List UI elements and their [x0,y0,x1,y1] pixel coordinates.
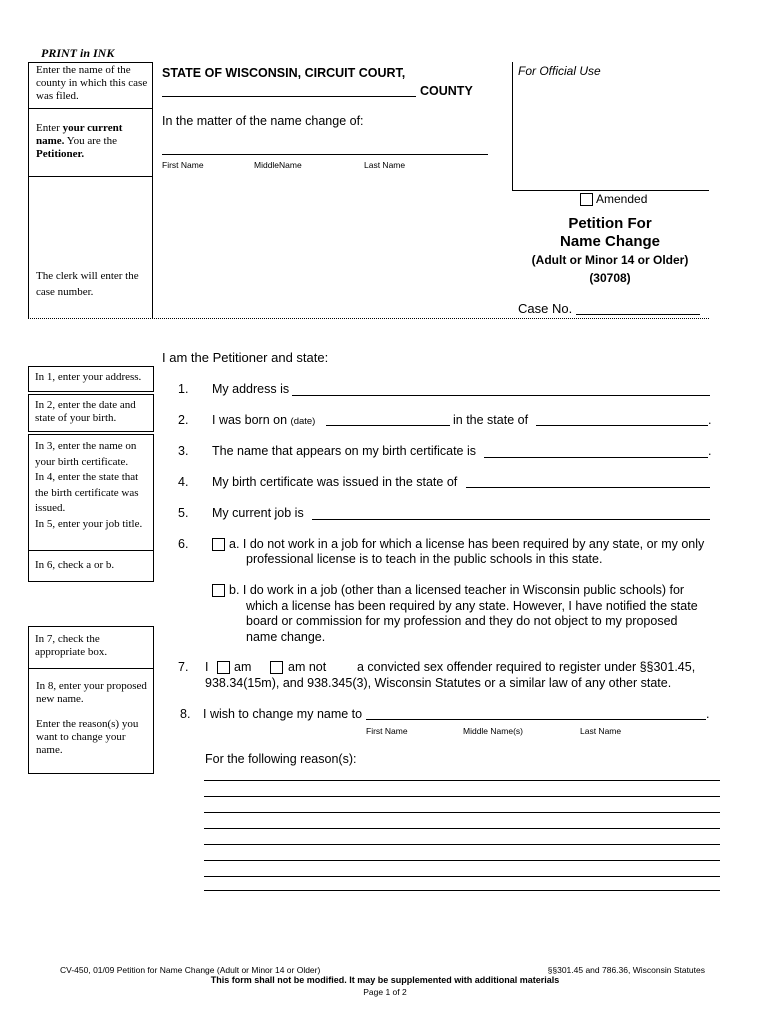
option-6b-line1: b. I do work in a job (other than a licensed teacher in Wisconsin public schools) for [229,583,685,597]
item-3-period: . [708,444,712,458]
footer-statutes: §§301.45 and 786.36, Wisconsin Statutes [547,965,705,975]
county-label: COUNTY [420,84,473,98]
reason-line-7[interactable] [204,876,720,877]
option-6b-line3: board or commission for my profession and they do not object to my proposed [246,614,678,628]
am-checkbox[interactable] [217,661,230,674]
option-6a-checkbox[interactable] [212,538,225,551]
item-5-label: My current job is [212,506,304,520]
form-title-line2: Name Change [559,233,661,250]
header-left-border [28,62,29,318]
option-6b-checkbox[interactable] [212,584,225,597]
am-not-checkbox[interactable] [270,661,283,674]
option-6a-line2: professional license is to teach in the public schools in this state. [246,552,603,566]
footer-notice: This form shall not be modified. It may be supplemented with additional materials [210,975,560,985]
birth-date-input[interactable] [326,425,450,426]
form-subtitle: (Adult or Minor 14 or Older) [531,253,689,267]
county-input[interactable] [162,96,416,97]
official-use-left-border [512,62,513,190]
item-3-number: 3. [178,444,189,458]
instruction-6: In 6, check a or b. [35,559,115,571]
item-2-label: I was born on (date) [212,413,316,427]
instruction-7: In 7, check the appropriate box. [35,633,108,658]
instruction-2: In 2, enter the date and state of your birth. [35,399,136,424]
form-code: (30708) [589,271,631,285]
footer-page-number: Page 1 of 2 [363,987,407,997]
item-2-period: . [708,413,712,427]
official-use-bottom-border [512,190,709,191]
address-input[interactable] [292,395,710,396]
job-title-input[interactable] [312,519,710,520]
am-label: am [234,660,252,674]
middle-name-caption: MiddleName [254,160,302,170]
item-1-label: My address is [212,382,290,396]
instruction-reasons: Enter the reason(s) you want to change your name. [36,718,139,756]
option-6b-line4: name change. [246,630,326,644]
birth-state-input[interactable] [536,425,708,426]
reason-line-2[interactable] [204,796,720,797]
item-7-line2: 938.34(15m), and 938.345(3), Wisconsin Statutes or a similar law of any other state. [205,676,672,690]
official-use-label: For Official Use [518,64,601,78]
instruction-8: In 8, enter your proposed new name. [36,680,147,705]
instruction-1: In 1, enter your address. [35,371,142,383]
first-name-caption: First Name [162,160,204,170]
item-8-label: I wish to change my name to [203,707,363,721]
instruction-3: In 3, enter the name on your birth certificate. In 4, enter the state that the birth certificate was issued. In 5, enter your job title. [35,440,143,530]
item-2-state-label: in the state of [453,413,529,427]
new-first-name-caption: First Name [366,726,408,736]
reason-line-1[interactable] [204,780,720,781]
header-divider [152,62,153,318]
current-name-instruction: Enter your current name. You are the Petitioner. [36,122,123,160]
instruction-box-3 [28,434,154,552]
matter-label: In the matter of the name change of: [162,114,364,128]
item-8-period: . [706,707,710,721]
item-6-number: 6. [178,537,189,551]
last-name-caption: Last Name [364,160,406,170]
reason-line-8[interactable] [204,890,720,891]
new-middle-name-caption: Middle Name(s) [463,726,523,736]
option-6b-line2: which a license has been required by any state. However, I have notified the state [246,599,698,613]
item-7-line1: a convicted sex offender required to register under §§301.45, [357,660,696,674]
instruction-7-divider [28,668,153,669]
court-title: STATE OF WISCONSIN, CIRCUIT COURT, [162,66,406,80]
item-7-number: 7. [178,660,189,674]
instruction-box-2 [28,394,154,432]
item-4-label: My birth certificate was issued in the state of [212,475,458,489]
instruction-box-1 [28,366,154,392]
intro-statement: I am the Petitioner and state: [162,350,329,365]
form-title-line1: Petition For [568,215,652,232]
new-last-name-caption: Last Name [580,726,622,736]
instruction-box-6 [28,550,154,582]
item-7-i: I [205,660,209,674]
header-top-rule [28,62,152,63]
item-1-number: 1. [178,382,189,396]
header-bottom-rule [28,318,709,319]
new-name-input[interactable] [366,719,706,720]
item-2-number: 2. [178,413,189,427]
reason-line-4[interactable] [204,828,720,829]
header-rule-3 [28,176,152,177]
certificate-state-input[interactable] [466,487,710,488]
item-3-label: The name that appears on my birth certificate is [212,444,477,458]
reasons-label: For the following reason(s): [205,752,357,766]
case-no-label: Case No. [518,301,573,316]
amended-checkbox[interactable] [580,193,593,206]
case-no-input[interactable] [576,314,700,315]
item-4-number: 4. [178,475,189,489]
petitioner-name-input[interactable] [162,154,488,155]
header-rule-2 [28,108,152,109]
county-instruction: Enter the name of the county in which this case was filed. [36,64,148,102]
item-5-number: 5. [178,506,189,520]
reason-line-6[interactable] [204,860,720,861]
reason-line-5[interactable] [204,844,720,845]
am-not-label: am not [288,660,327,674]
option-6a-line1: a. I do not work in a job for which a license has been required by any state, or my only [229,537,705,551]
amended-label: Amended [596,192,648,206]
item-8-number: 8. [180,707,191,721]
print-in-ink-label: PRINT in INK [41,46,115,60]
footer-form-id: CV-450, 01/09 Petition for Name Change (Adult or Minor 14 or Older) [60,965,321,975]
clerk-instruction: The clerk will enter the case number. [36,270,139,298]
birth-certificate-name-input[interactable] [484,457,708,458]
reason-line-3[interactable] [204,812,720,813]
